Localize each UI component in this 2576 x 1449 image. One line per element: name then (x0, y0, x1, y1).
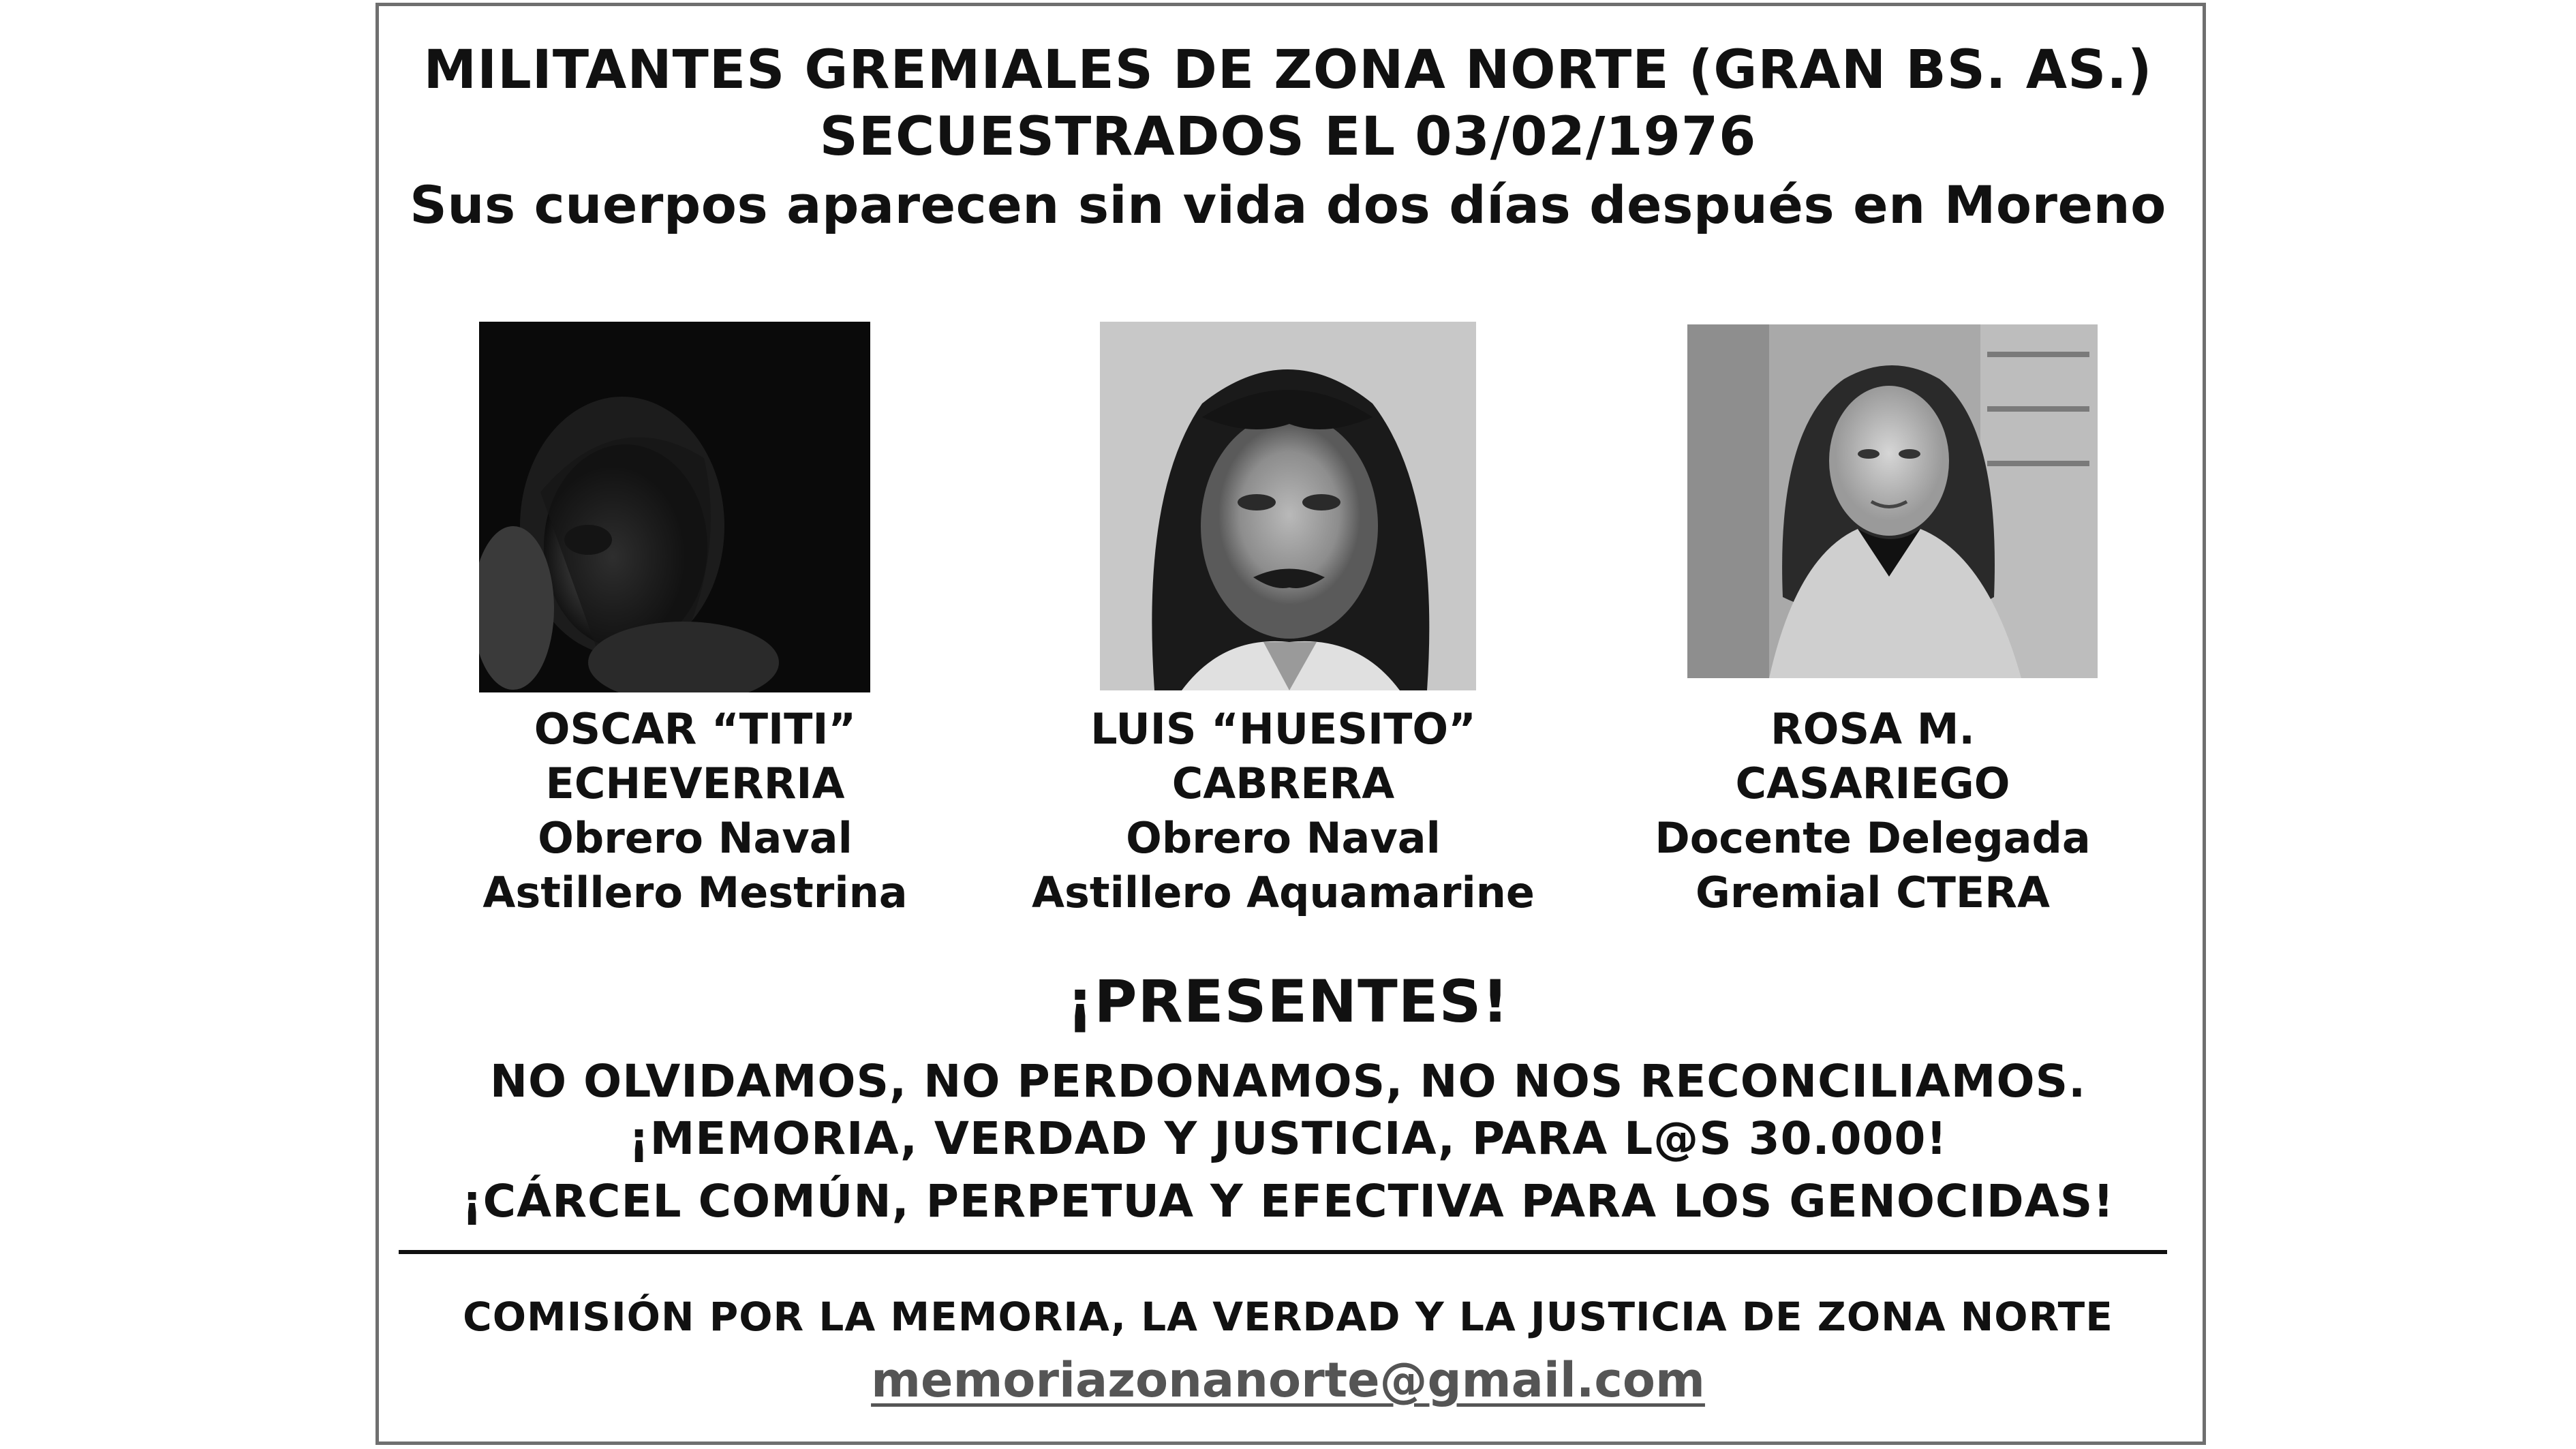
slogan-line-1: NO OLVIDAMOS, NO PERDONAMOS, NO NOS RECONCILIAMOS. (489, 1055, 2087, 1108)
headline-title: MILITANTES GREMIALES DE ZONA NORTE (GRAN BS. AS.) (423, 40, 2153, 101)
organization-name: COMISIÓN POR LA MEMORIA, LA VERDAD Y LA JUSTICIA DE ZONA NORTE (463, 1294, 2113, 1340)
person-role: Docente Delegada (1655, 813, 2091, 863)
person-name-last: CABRERA (1171, 759, 1395, 808)
divider-line (399, 1250, 2167, 1254)
person-workplace: Astillero Aquamarine (1032, 868, 1535, 917)
person-name-first: LUIS “HUESITO” (1090, 704, 1476, 754)
email-link-container (0, 1352, 2576, 1408)
photo-cabrera (1100, 322, 1476, 690)
person-name-first: ROSA M. (1770, 704, 1975, 754)
person-role: Obrero Naval (1126, 813, 1441, 863)
photo-echeverria (479, 322, 870, 692)
person-name-last: ECHEVERRIA (545, 759, 845, 808)
photo-casariego (1687, 324, 2098, 678)
person-caption-echeverria (423, 702, 968, 920)
person-caption-casariego (1600, 702, 2145, 920)
slogan-line-2: ¡MEMORIA, VERDAD Y JUSTICIA, PARA L@S 30.000! (628, 1112, 1948, 1165)
person-name-first: OSCAR “TITI” (534, 704, 857, 754)
email-link[interactable]: memoriazonanorte@gmail.com (871, 1352, 1705, 1408)
person-role: Obrero Naval (538, 813, 853, 863)
person-workplace: Gremial CTERA (1696, 868, 2050, 917)
person-caption-cabrera (1011, 702, 1556, 920)
headline-subtitle: Sus cuerpos aparecen sin vida dos días después en Moreno (410, 174, 2166, 235)
person-workplace: Astillero Mestrina (482, 868, 908, 917)
slogan-line-3: ¡CÁRCEL COMÚN, PERPETUA Y EFECTIVA PARA LOS GENOCIDAS! (461, 1175, 2115, 1227)
person-name-last: CASARIEGO (1735, 759, 2010, 808)
headline-date: SECUESTRADOS EL 03/02/1976 (819, 106, 1757, 168)
slogan-presentes: ¡PRESENTES! (1067, 968, 1509, 1036)
